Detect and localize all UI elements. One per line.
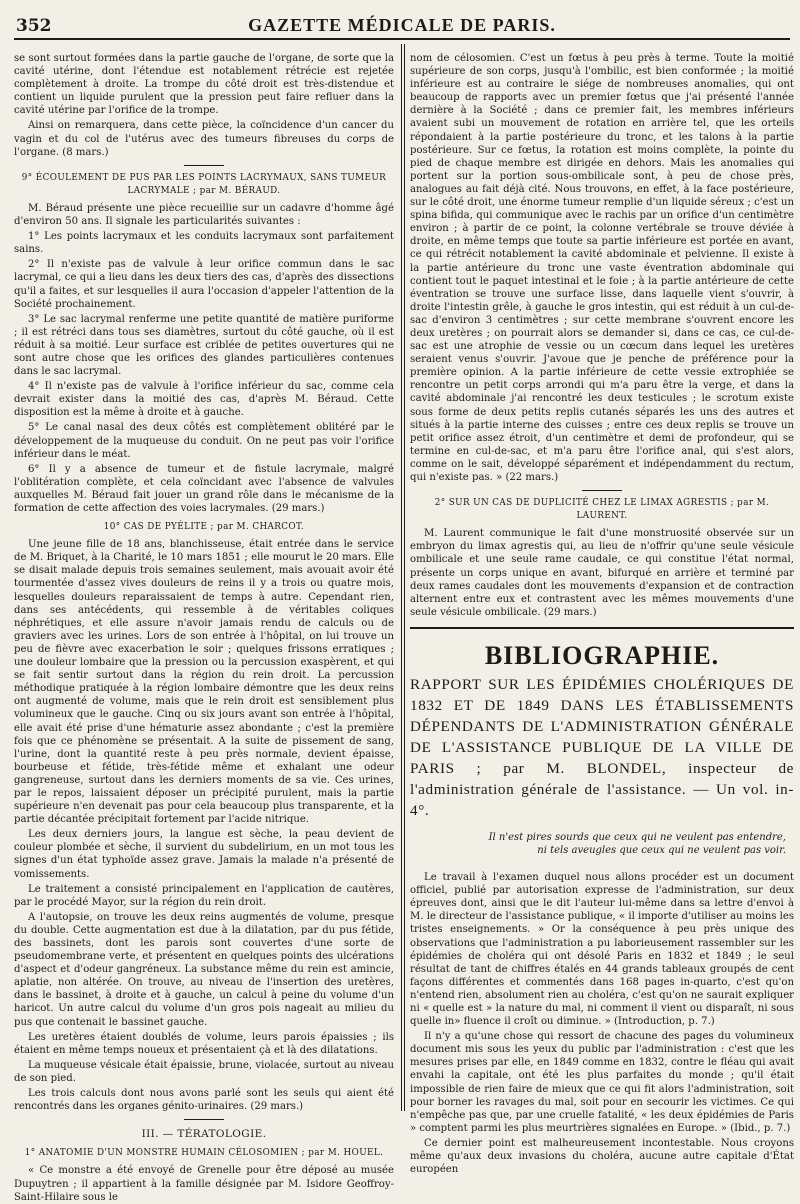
paragraph: Ce dernier point est malheureusement incontestable. Nous croyons même qu'aux deux invasions du choléra, aucune autre capitale d'État européen bbox=[410, 1137, 794, 1176]
subsection-heading: 1° ANATOMIE D'UN MONSTRE HUMAIN CÉLOSOMIEN ; par M. HOUEL. bbox=[24, 1148, 384, 1159]
paragraph: Les uretères étaient doublés de volume, leurs parois épaissies ; ils étaient en même temps noueux et présentaient çà et là des dilatations. bbox=[14, 1031, 394, 1056]
left-column bbox=[14, 52, 394, 1203]
paragraph: 4° Il n'existe pas de valvule à l'orifice inférieur du sac, comme cela devrait exister dans la moitié des cas, d'après M. Béraud. Cette disposition est la même à droite et à gauche. bbox=[14, 381, 394, 419]
paragraph: 3° Le sac lacrymal renferme une petite quantité de matière puriforme ; il est rétréci dans tous ses diamètres, surtout du côté gauche, où il est réduit à sa moitié. Leur surface est criblée de petites ouvertures qui ne sont autre chose que les orifices des glandes particulières contenues dans le sac lacrymal. bbox=[14, 313, 394, 378]
section-heading: 10° CAS DE PYÉLITE ; par M. CHARCOT. bbox=[103, 522, 305, 533]
paragraph: Ainsi on remarquera, dans cette pièce, la coïncidence d'un cancer du vagin et du col de l'utérus avec des tumeurs fibreuses du corps de l'organe. (8 mars.) bbox=[14, 120, 394, 158]
section-rule bbox=[410, 627, 794, 629]
bibliography-title: BIBLIOGRAPHIE. bbox=[484, 640, 720, 670]
separator bbox=[184, 1119, 224, 1120]
epigraph-line: ni tels aveugles que ceux qui ne veulent pas voir. bbox=[537, 845, 786, 857]
page-header bbox=[14, 14, 790, 40]
section-heading: III. — TÉRATOLOGIE. bbox=[141, 1128, 267, 1141]
section-heading: 9° ÉCOULEMENT DE PUS PAR LES POINTS LACRYMAUX, SANS TUMEUR LACRYMALE ; par M. BÉRAUD. bbox=[21, 172, 387, 196]
separator bbox=[184, 165, 224, 166]
paragraph: M. Laurent communique le fait d'une monstruosité observée sur un embryon du limax agrestis qui, au lieu de n'offrir qu'une seule vésicule ombilicale et une seule rame caudale, ce qui constitue l'état normal, présente un corps unique en avant, bifurqué en arrière et terminé par deux rames caudales dont les mouvements d'expansion et de contraction alternent entre eux et contrastent avec les mêmes mouvements d'une seule vésicule ombilicale. (29 mars.) bbox=[410, 528, 794, 618]
separator bbox=[582, 490, 622, 491]
paragraph: Le traitement a consisté principalement en l'application de cautères, par le procédé Mayor, sur la région du rein droit. bbox=[14, 883, 394, 908]
paragraph: se sont surtout formées dans la partie gauche de l'organe, de sorte que la cavité utérine, dont l'étendue est notablement rétrécie est rejetée complètement à droite. La trompe du côté droit est très-distendue et contient un liquide purulent que la pression peut faire refluer dans la cavité utérine par l'orifice de la trompe. bbox=[14, 53, 394, 117]
paragraph: Une jeune fille de 18 ans, blanchisseuse, était entrée dans le service de M. Briquet, à la Charité, le 10 mars 1851 ; elle mourut le 20 mars. Elle se disait malade depuis trois semaines seulement, mais avouait avoir été tourmentée d'assez vives douleurs de reins il y a trois ou quatre mois, lesquelles douleurs reparaissaient de temps à autre. Cependant rien, dans ses antécédents, qui ressemble à de véritables coliques néphrétiques, et elle assure n'avoir jamais rendu de calculs ou de graviers avec les urines. Lors de son entrée à l'hôpital, on lui trouve un peu de fièvre avec exacerbation le soir ; quelques frissons erratiques ; une douleur lombaire que la pression ou la percussion exaspèrent, et qui se fait sentir surtout dans la région du rein droit. La percussion méthodique pratiquée à la région lombaire démontre que les deux reins ont augmenté de volume, mais que le rein droit est sensiblement plus volumineux que le gauche. Cinq ou six jours avant son entrée à l'hôpital, elle avait été prise d'une hématurie assez abondante ; c'est la première fois que ce phénomène se présentait. A la suite de pissement de sang, l'urine, dont la quantité reste à peu près normale, devient épaisse, bourbeuse et fétide, très-fétide même et exhalant une odeur gangreneuse, surtout dans les derniers moments de sa vie. Ces urines, par le repos, laissaient déposer un précipité purulent, mais la partie supérieure n'en devenait pas pour cela beaucoup plus transparente, et la partie décantée précipitait fortement par l'acide nitrique. bbox=[14, 539, 394, 826]
column-divider bbox=[401, 44, 402, 1111]
paragraph: La muqueuse vésicale était épaissie, brune, violacée, surtout au niveau de son pied. bbox=[14, 1059, 394, 1084]
paragraph: Les deux derniers jours, la langue est sèche, la peau devient de couleur plombée et sèche, il survient du subdelirium, en un mot tous les signes d'un état typhoïde assez grave. Jamais la malade n'a présenté de vomissements. bbox=[14, 829, 394, 880]
paragraph: 2° Il n'existe pas de valvule à leur orifice commun dans le sac lacrymal, ce qui a lieu dans les deux tiers des cas, d'après des dissections qu'il a faites, et sur lesquelles il aura l'occasion d'appeler l'attention de la Société prochainement. bbox=[14, 259, 394, 310]
paragraph: 1° Les points lacrymaux et les conduits lacrymaux sont parfaitement sains. bbox=[14, 231, 394, 256]
journal-title: GAZETTE MÉDICALE DE PARIS. bbox=[248, 15, 556, 35]
paragraph: Les trois calculs dont nous avons parlé sont les seuls qui aient été rencontrés dans les organes génito-urinaires. (29 mars.) bbox=[14, 1088, 394, 1113]
paragraph: Il n'y a qu'une chose qui ressort de chacune des pages du volumineux document mis sous les yeux du public par l'administration : c'est que les mesures prises par elle, en 1849 comme en 1832, contre le fléau qui avait envahi la capitale, ont été les plus parfaites du monde ; qu'il était impossible de rien faire de mieux que ce qui fit alors l'administration, soit pour borner les ravages du mal, soit pour en secourir les victimes. Ce qui n'empêche pas que, par une cruelle fatalité, « les deux épidémies de Paris » comptent parmi les plus meurtrières signalées en Europe. » (Ibid., p. 7.) bbox=[410, 1031, 794, 1134]
section-heading: 2° SUR UN CAS DE DUPLICITÉ CHEZ LE LIMAX AGRESTIS ; par M. LAURENT. bbox=[434, 498, 770, 522]
paragraph: M. Béraud présente une pièce recueillie sur un cadavre d'homme âgé d'environ 50 ans. Il signale les particularités suivantes : bbox=[14, 202, 394, 228]
right-column bbox=[410, 52, 794, 1176]
page-number: 352 bbox=[16, 16, 52, 36]
paragraph: nom de célosomien. C'est un fœtus à peu près à terme. Toute la moitié supérieure de son corps, jusqu'à l'ombilic, est bien conformée ; la moitié inférieure est au contraire le siége de nombreuses anomalies, qui ont beaucoup de rapports avec un premier fœtus que j'ai présenté l'année dernière à la Société ; dans ce premier fait, les membres inférieurs avaient subi un mouvement de rotation en arrière tel, que les orteils répondaient à la partie postérieure du tronc, et les talons à la partie postérieure. Sur ce fœtus, la rotation est moins complète, la pointe du pied de chaque membre est dirigée en dehors. Mais les anomalies qui portent sur la portion sous-ombilicale sont, à peu de chose près, analogues au fait déjà cité. Nous trouvons, en effet, à la face postérieure, sur le côté droit, une énorme tumeur remplie d'un liquide séreux ; c'est un spina bifida, qui communique avec le rachis par un orifice d'un centimètre environ ; à partir de ce point, la colonne vertébrale se trouve déviée à droite, en même temps que toute sa partie inférieure est portée en avant, ce qui rétrécit notablement la cavité abdominale et pelvienne. Il existe à la partie antérieure du tronc une vaste éventration abdominale qui contient tout le paquet intestinal et le foie ; à la partie antérieure de cette éventration se trouve une surface lisse, dans laquelle vient s'ouvrir, à droite l'intestin grêle, à gauche le gros intestin, qui est réduit à un cul-de-sac d'environ 3 centimètres ; sur cette membrane s'ouvrent encore les deux uretères ; on pourrait alors se demander si, dans ce cas, ce cul-de-sac est une atrophie de vessie ou un cœcum dans lequel les uretères seraient venus s'ouvrir. J'avoue que je penche de préférence pour la première opinion. A la partie inférieure de cette vessie extrophiée se rencontre un petit corps arrondi qui m'a paru être la verge, et dans la cavité abdominale j'ai rencontré les deux testicules ; le scrotum existe sous forme de deux petits replis cutanés séparés les uns des autres et situés à la partie interne des cuisses ; entre ces deux replis se trouve un petit orifice assez étroit, d'un centimètre et demi de profondeur, qui se termine en cul-de-sac, et m'a paru être l'orifice anal, qui s'est alors, comme on le sait, développé séparément et indépendamment du rectum, qui n'existe pas. » (22 mars.) bbox=[410, 53, 794, 483]
epigraph bbox=[410, 831, 786, 857]
report-title: RAPPORT SUR LES ÉPIDÉMIES CHOLÉRIQUES DE 1832 ET DE 1849 DANS LES ÉTABLISSEMENTS DÉPENDANTS DE L'ADMINISTRATION GÉNÉRALE DE L'ASSISTANCE PUBLIQUE DE LA VILLE DE PARIS ; par M. BLONDEL, inspecteur de l'administration générale de l'assistance. — Un vol. in-4°. bbox=[410, 676, 794, 820]
paragraph: 5° Le canal nasal des deux côtés est complètement oblitéré par le développement de la muqueuse du conduit. On ne peut pas voir l'orifice inférieur dans le méat. bbox=[14, 422, 394, 460]
paragraph: 6° Il y a absence de tumeur et de fistule lacrymale, malgré l'oblitération complète, et cela coïncidant avec l'absence de valvules auxquelles M. Béraud fait jouer un grand rôle dans le mécanisme de la formation de cette affection des voies lacrymales. (29 mars.) bbox=[14, 463, 394, 514]
paragraph: Le travail à l'examen duquel nous allons procéder est un document officiel, publié par autorisation expresse de l'administration, sur deux épreuves dont, ainsi que le dit l'auteur lui-même dans sa lettre d'envoi à M. le directeur de l'assistance publique, « il importe d'utiliser au moins les tristes enseignements. » Or la conséquence à peu près unique des observations que l'administration a pu laborieusement rassembler sur les épidémies de choléra qui ont désolé Paris en 1832 et 1849 ; le seul résultat de tant de chiffres étalés en 44 grands tableaux groupés de cent façons différentes et commentés dans 168 pages in-quarto, c'est qu'on n'entend rien, absolument rien au choléra, c'est qu'on ne saurait expliquer ni « quelle est » la nature du mal, ni comment il vient ou disparaît, ni sous quelle in» fluence il croît ou diminue. » (Introduction, p. 7.) bbox=[410, 872, 794, 1028]
paragraph: « Ce monstre a été envoyé de Grenelle pour être déposé au musée Dupuytren ; il appartient à la famille désignée par M. Isidore Geoffroy-Saint-Hilaire sous le bbox=[14, 1165, 394, 1203]
column-divider-inner bbox=[404, 44, 405, 1111]
epigraph-line: Il n'est pires sourds que ceux qui ne veulent pas entendre, bbox=[488, 832, 786, 844]
paragraph: A l'autopsie, on trouve les deux reins augmentés de volume, presque du double. Cette augmentation est due à la dilatation, par du pus fétide, des bassinets, dont les parois sont couvertes d'une sorte de pseudomembrane verte, et présentent en quelques points des ulcérations d'aspect et d'odeur gangréneux. La substance même du rein est amincie, aplatie, non altérée. On trouve, au niveau de l'insertion des uretères, dans le bassinet, à droite et à gauche, un calcul à peine du volume d'un haricot. Un autre calcul du volume d'un gros pois nageait au milieu du pus que contenait le bassinet gauche. bbox=[14, 911, 394, 1028]
